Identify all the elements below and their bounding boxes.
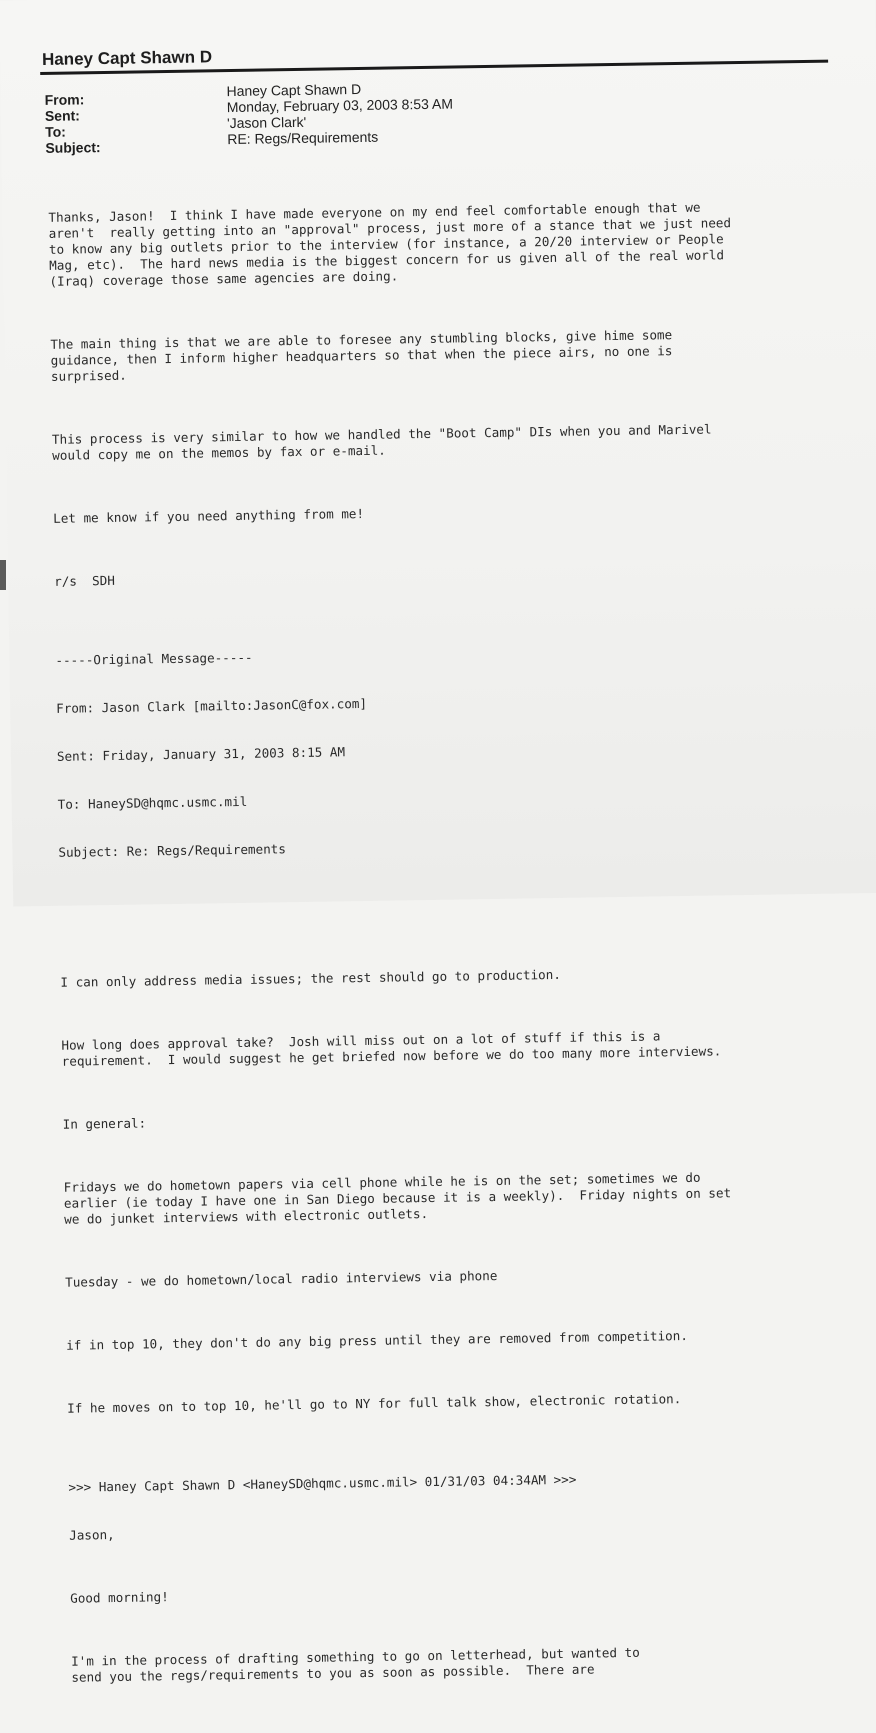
sent-value: Monday, February 03, 2003 8:53 AM bbox=[226, 95, 454, 116]
quote-greeting: Jason, bbox=[69, 1527, 115, 1543]
quote-last-paragraph: I'm in the process of drafting something to go on letterhead, but wanted to send you the regs/requirements to you as soon as possible. There are bbox=[71, 1644, 640, 1685]
original-to: To: HaneySD@hqmc.usmc.mil bbox=[57, 793, 248, 812]
from-value: Haney Capt Shawn D bbox=[226, 80, 362, 100]
scan-edge-mark bbox=[0, 560, 6, 590]
body-paragraph-2: The main thing is that we are able to foresee any stumbling blocks, give hime some guidance, then I inform higher headquarters so that when the piece airs, no one is surprised. bbox=[50, 327, 673, 384]
sender-title: Haney Capt Shawn D bbox=[41, 47, 213, 69]
reply-paragraph-6: if in top 10, they don't do any big press until they are removed from competition. bbox=[66, 1327, 688, 1353]
subject-value: RE: Regs/Requirements bbox=[227, 128, 379, 148]
to-value: 'Jason Clark' bbox=[226, 113, 307, 132]
reply-paragraph-7: If he moves on to top 10, he'll go to NY for full talk show, electronic rotation. bbox=[67, 1391, 682, 1416]
reply-paragraph-3: In general: bbox=[62, 1115, 147, 1132]
original-from: From: Jason Clark [mailto:JasonC@fox.com] bbox=[56, 695, 368, 716]
reply-paragraph-1: I can only address media issues; the rest should go to production. bbox=[60, 966, 561, 990]
sent-label: Sent: bbox=[44, 107, 81, 124]
reply-paragraph-5: Tuesday - we do hometown/local radio interviews via phone bbox=[65, 1267, 498, 1290]
quote-header: >>> Haney Capt Shawn D <HaneySD@hqmc.usmc.mil> 01/31/03 04:34AM >>> bbox=[68, 1471, 577, 1495]
email-body bbox=[48, 165, 872, 1732]
signature: r/s SDH bbox=[54, 572, 115, 589]
original-sent: Sent: Friday, January 31, 2003 8:15 AM bbox=[56, 744, 346, 764]
subject-label: Subject: bbox=[45, 139, 101, 156]
reply-paragraph-4: Fridays we do hometown papers via cell phone while he is on the set; sometimes we do earlier (ie today I have one in San Diego because it is a weekly). Friday nights on set we do junket interviews with electronic outlets. bbox=[63, 1169, 732, 1227]
quote-morning: Good morning! bbox=[70, 1589, 169, 1606]
original-message-marker: -----Original Message----- bbox=[55, 649, 253, 668]
original-subject: Subject: Re: Regs/Requirements bbox=[58, 841, 287, 860]
reply-paragraph-2: How long does approval take? Josh will miss out on a lot of stuff if this is a requirement. I would suggest he get briefed now before we do too many more interviews. bbox=[61, 1028, 722, 1069]
body-paragraph-3: This process is very similar to how we handled the "Boot Camp" DIs when you and Marivel would copy me on the memos by fax or e-mail. bbox=[51, 421, 712, 463]
body-paragraph-4: Let me know if you need anything from me! bbox=[53, 505, 365, 526]
to-label: To: bbox=[45, 123, 66, 140]
body-paragraph-1: Thanks, Jason! I think I have made everyone on my end feel comfortable enough that we aren't really getting into an "approval" process, just more of a stance that we just need to know any big outlets prior to the interview (for instance, a 20/20 interview or People Mag, etc). The hard news media is the biggest concern for us given all of the real world (Iraq) coverage those same agencies are doing. bbox=[48, 199, 732, 289]
from-label: From: bbox=[44, 91, 85, 108]
